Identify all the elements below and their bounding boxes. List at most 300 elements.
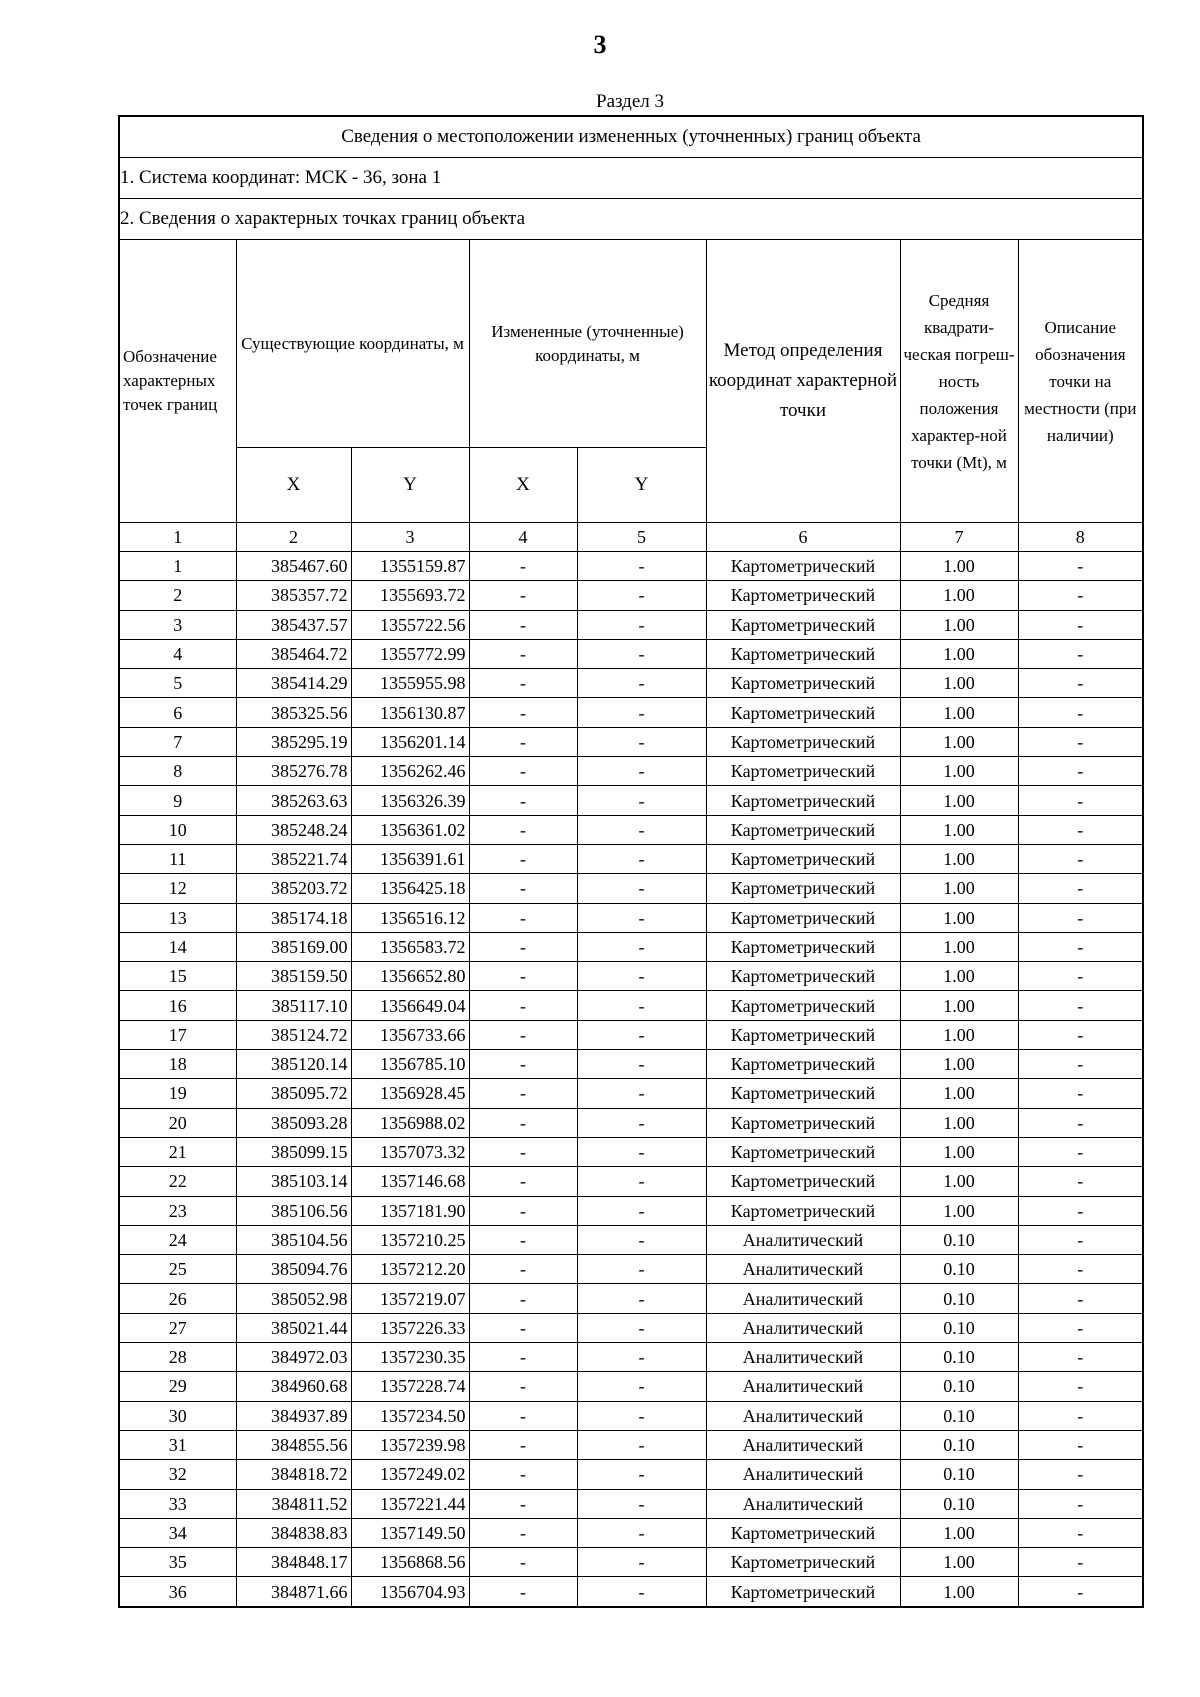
changed-y-cell: - xyxy=(577,962,706,991)
changed-y-cell: - xyxy=(577,1225,706,1254)
method-cell: Картометрический xyxy=(706,1196,900,1225)
method-cell: Аналитический xyxy=(706,1372,900,1401)
existing-y-cell: 1356326.39 xyxy=(351,786,469,815)
table-row xyxy=(119,1050,1143,1079)
point-number-cell: 3 xyxy=(119,610,236,639)
method-cell: Аналитический xyxy=(706,1460,900,1489)
existing-x-cell: 385124.72 xyxy=(236,1020,351,1049)
point-number-cell: 6 xyxy=(119,698,236,727)
existing-x-cell: 385093.28 xyxy=(236,1108,351,1137)
existing-y-cell: 1357234.50 xyxy=(351,1401,469,1430)
description-cell: - xyxy=(1018,1430,1143,1459)
coord-system: 1. Система координат: МСК - 36, зона 1 xyxy=(119,158,1143,199)
header-x-changed: X xyxy=(469,448,577,523)
existing-x-cell: 384960.68 xyxy=(236,1372,351,1401)
existing-x-cell: 385095.72 xyxy=(236,1079,351,1108)
changed-y-cell: - xyxy=(577,903,706,932)
table-body xyxy=(119,552,1143,1607)
table-row xyxy=(119,1343,1143,1372)
point-number-cell: 7 xyxy=(119,727,236,756)
changed-x-cell: - xyxy=(469,1167,577,1196)
error-cell: 1.00 xyxy=(900,903,1018,932)
column-number: 7 xyxy=(900,523,1018,552)
changed-x-cell: - xyxy=(469,552,577,581)
error-cell: 1.00 xyxy=(900,844,1018,873)
existing-y-cell: 1356649.04 xyxy=(351,991,469,1020)
existing-x-cell: 385169.00 xyxy=(236,932,351,961)
method-cell: Картометрический xyxy=(706,844,900,873)
table-row xyxy=(119,1518,1143,1547)
error-cell: 0.10 xyxy=(900,1284,1018,1313)
description-cell: - xyxy=(1018,552,1143,581)
table-row xyxy=(119,669,1143,698)
changed-y-cell: - xyxy=(577,581,706,610)
changed-y-cell: - xyxy=(577,1284,706,1313)
table-title-row xyxy=(119,116,1143,158)
existing-x-cell: 385437.57 xyxy=(236,610,351,639)
method-cell: Картометрический xyxy=(706,1167,900,1196)
existing-y-cell: 1355772.99 xyxy=(351,639,469,668)
point-number-cell: 12 xyxy=(119,874,236,903)
description-cell: - xyxy=(1018,581,1143,610)
error-cell: 0.10 xyxy=(900,1313,1018,1342)
description-cell: - xyxy=(1018,757,1143,786)
point-number-cell: 21 xyxy=(119,1137,236,1166)
table-row xyxy=(119,1079,1143,1108)
existing-y-cell: 1356391.61 xyxy=(351,844,469,873)
existing-y-cell: 1355693.72 xyxy=(351,581,469,610)
changed-y-cell: - xyxy=(577,1460,706,1489)
existing-x-cell: 385021.44 xyxy=(236,1313,351,1342)
method-cell: Аналитический xyxy=(706,1313,900,1342)
existing-x-cell: 385104.56 xyxy=(236,1225,351,1254)
description-cell: - xyxy=(1018,1577,1143,1607)
header-changed-coords: Измененные (уточненные) координаты, м xyxy=(469,240,706,448)
method-cell: Картометрический xyxy=(706,991,900,1020)
table-row xyxy=(119,1137,1143,1166)
existing-x-cell: 384811.52 xyxy=(236,1489,351,1518)
column-number: 3 xyxy=(351,523,469,552)
changed-y-cell: - xyxy=(577,844,706,873)
changed-x-cell: - xyxy=(469,1050,577,1079)
error-cell: 1.00 xyxy=(900,1079,1018,1108)
existing-x-cell: 385464.72 xyxy=(236,639,351,668)
existing-y-cell: 1355955.98 xyxy=(351,669,469,698)
changed-x-cell: - xyxy=(469,1137,577,1166)
existing-x-cell: 384818.72 xyxy=(236,1460,351,1489)
existing-y-cell: 1356130.87 xyxy=(351,698,469,727)
header-error: Средняя квадрати-ческая погреш-ность положения характер-ной точки (Mt), м xyxy=(900,240,1018,523)
column-number: 6 xyxy=(706,523,900,552)
method-cell: Картометрический xyxy=(706,669,900,698)
error-cell: 0.10 xyxy=(900,1343,1018,1372)
points-heading-row xyxy=(119,199,1143,240)
method-cell: Картометрический xyxy=(706,1020,900,1049)
table-row xyxy=(119,757,1143,786)
existing-x-cell: 385117.10 xyxy=(236,991,351,1020)
method-cell: Картометрический xyxy=(706,1108,900,1137)
table-row xyxy=(119,1255,1143,1284)
column-number: 5 xyxy=(577,523,706,552)
point-number-cell: 25 xyxy=(119,1255,236,1284)
point-number-cell: 22 xyxy=(119,1167,236,1196)
points-heading: 2. Сведения о характерных точках границ объекта xyxy=(119,199,1143,240)
method-cell: Картометрический xyxy=(706,1548,900,1577)
method-cell: Аналитический xyxy=(706,1284,900,1313)
method-cell: Картометрический xyxy=(706,610,900,639)
description-cell: - xyxy=(1018,903,1143,932)
point-number-cell: 30 xyxy=(119,1401,236,1430)
table-row xyxy=(119,874,1143,903)
method-cell: Картометрический xyxy=(706,757,900,786)
error-cell: 1.00 xyxy=(900,786,1018,815)
changed-x-cell: - xyxy=(469,757,577,786)
changed-y-cell: - xyxy=(577,1255,706,1284)
changed-x-cell: - xyxy=(469,1548,577,1577)
error-cell: 1.00 xyxy=(900,757,1018,786)
changed-x-cell: - xyxy=(469,1372,577,1401)
table-row xyxy=(119,1548,1143,1577)
description-cell: - xyxy=(1018,1079,1143,1108)
existing-y-cell: 1356425.18 xyxy=(351,874,469,903)
header-y-existing: Y xyxy=(351,448,469,523)
description-cell: - xyxy=(1018,786,1143,815)
existing-y-cell: 1357226.33 xyxy=(351,1313,469,1342)
error-cell: 0.10 xyxy=(900,1489,1018,1518)
table-row xyxy=(119,1460,1143,1489)
description-cell: - xyxy=(1018,932,1143,961)
changed-y-cell: - xyxy=(577,757,706,786)
error-cell: 0.10 xyxy=(900,1225,1018,1254)
error-cell: 0.10 xyxy=(900,1401,1018,1430)
existing-x-cell: 385103.14 xyxy=(236,1167,351,1196)
table-row xyxy=(119,610,1143,639)
description-cell: - xyxy=(1018,639,1143,668)
existing-y-cell: 1356928.45 xyxy=(351,1079,469,1108)
point-number-cell: 16 xyxy=(119,991,236,1020)
description-cell: - xyxy=(1018,815,1143,844)
method-cell: Картометрический xyxy=(706,698,900,727)
point-number-cell: 11 xyxy=(119,844,236,873)
error-cell: 1.00 xyxy=(900,552,1018,581)
method-cell: Картометрический xyxy=(706,639,900,668)
changed-y-cell: - xyxy=(577,874,706,903)
changed-x-cell: - xyxy=(469,962,577,991)
changed-y-cell: - xyxy=(577,1518,706,1547)
method-cell: Аналитический xyxy=(706,1401,900,1430)
changed-y-cell: - xyxy=(577,1196,706,1225)
method-cell: Аналитический xyxy=(706,1489,900,1518)
existing-x-cell: 385221.74 xyxy=(236,844,351,873)
error-cell: 1.00 xyxy=(900,874,1018,903)
point-number-cell: 29 xyxy=(119,1372,236,1401)
existing-x-cell: 385414.29 xyxy=(236,669,351,698)
existing-x-cell: 385094.76 xyxy=(236,1255,351,1284)
table-row xyxy=(119,903,1143,932)
error-cell: 1.00 xyxy=(900,1108,1018,1137)
table-row xyxy=(119,1489,1143,1518)
existing-x-cell: 384871.66 xyxy=(236,1577,351,1607)
changed-y-cell: - xyxy=(577,1108,706,1137)
description-cell: - xyxy=(1018,1196,1143,1225)
method-cell: Картометрический xyxy=(706,815,900,844)
existing-x-cell: 385263.63 xyxy=(236,786,351,815)
error-cell: 0.10 xyxy=(900,1460,1018,1489)
method-cell: Картометрический xyxy=(706,903,900,932)
point-number-cell: 14 xyxy=(119,932,236,961)
point-number-cell: 9 xyxy=(119,786,236,815)
error-cell: 1.00 xyxy=(900,1137,1018,1166)
column-number: 2 xyxy=(236,523,351,552)
error-cell: 1.00 xyxy=(900,1050,1018,1079)
existing-y-cell: 1356516.12 xyxy=(351,903,469,932)
changed-y-cell: - xyxy=(577,698,706,727)
existing-y-cell: 1357239.98 xyxy=(351,1430,469,1459)
description-cell: - xyxy=(1018,991,1143,1020)
existing-y-cell: 1356988.02 xyxy=(351,1108,469,1137)
existing-x-cell: 384855.56 xyxy=(236,1430,351,1459)
changed-y-cell: - xyxy=(577,1137,706,1166)
description-cell: - xyxy=(1018,1401,1143,1430)
error-cell: 1.00 xyxy=(900,991,1018,1020)
existing-y-cell: 1356652.80 xyxy=(351,962,469,991)
table-row xyxy=(119,1196,1143,1225)
description-cell: - xyxy=(1018,844,1143,873)
header-point-designation: Обозначение характерных точек границ xyxy=(119,240,236,523)
table-row xyxy=(119,1372,1143,1401)
point-number-cell: 23 xyxy=(119,1196,236,1225)
changed-x-cell: - xyxy=(469,1430,577,1459)
changed-x-cell: - xyxy=(469,1343,577,1372)
description-cell: - xyxy=(1018,1020,1143,1049)
existing-y-cell: 1356868.56 xyxy=(351,1548,469,1577)
existing-y-cell: 1356704.93 xyxy=(351,1577,469,1607)
point-number-cell: 2 xyxy=(119,581,236,610)
changed-x-cell: - xyxy=(469,1489,577,1518)
existing-y-cell: 1356785.10 xyxy=(351,1050,469,1079)
method-cell: Картометрический xyxy=(706,1050,900,1079)
existing-y-cell: 1356583.72 xyxy=(351,932,469,961)
changed-y-cell: - xyxy=(577,1430,706,1459)
error-cell: 1.00 xyxy=(900,1196,1018,1225)
table-row xyxy=(119,727,1143,756)
existing-y-cell: 1357146.68 xyxy=(351,1167,469,1196)
point-number-cell: 5 xyxy=(119,669,236,698)
description-cell: - xyxy=(1018,698,1143,727)
existing-y-cell: 1355722.56 xyxy=(351,610,469,639)
description-cell: - xyxy=(1018,669,1143,698)
changed-x-cell: - xyxy=(469,1020,577,1049)
existing-y-cell: 1357210.25 xyxy=(351,1225,469,1254)
table-row xyxy=(119,962,1143,991)
point-number-cell: 1 xyxy=(119,552,236,581)
point-number-cell: 20 xyxy=(119,1108,236,1137)
table-row xyxy=(119,1401,1143,1430)
changed-y-cell: - xyxy=(577,1372,706,1401)
coord-system-row xyxy=(119,158,1143,199)
error-cell: 1.00 xyxy=(900,610,1018,639)
existing-y-cell: 1356262.46 xyxy=(351,757,469,786)
section-label: Раздел 3 xyxy=(596,91,664,112)
changed-y-cell: - xyxy=(577,727,706,756)
column-number: 8 xyxy=(1018,523,1143,552)
error-cell: 1.00 xyxy=(900,962,1018,991)
changed-x-cell: - xyxy=(469,1577,577,1607)
table-row xyxy=(119,1167,1143,1196)
point-number-cell: 28 xyxy=(119,1343,236,1372)
existing-x-cell: 384937.89 xyxy=(236,1401,351,1430)
existing-y-cell: 1356361.02 xyxy=(351,815,469,844)
point-number-cell: 35 xyxy=(119,1548,236,1577)
description-cell: - xyxy=(1018,1489,1143,1518)
description-cell: - xyxy=(1018,727,1143,756)
changed-x-cell: - xyxy=(469,639,577,668)
changed-y-cell: - xyxy=(577,1167,706,1196)
changed-x-cell: - xyxy=(469,1196,577,1225)
table-row xyxy=(119,698,1143,727)
changed-x-cell: - xyxy=(469,1255,577,1284)
description-cell: - xyxy=(1018,1284,1143,1313)
error-cell: 0.10 xyxy=(900,1430,1018,1459)
existing-x-cell: 385467.60 xyxy=(236,552,351,581)
table-row xyxy=(119,1313,1143,1342)
error-cell: 1.00 xyxy=(900,669,1018,698)
description-cell: - xyxy=(1018,1050,1143,1079)
table-row xyxy=(119,786,1143,815)
existing-x-cell: 384848.17 xyxy=(236,1548,351,1577)
page-number: 3 xyxy=(593,30,607,59)
table-row xyxy=(119,815,1143,844)
existing-y-cell: 1356201.14 xyxy=(351,727,469,756)
changed-x-cell: - xyxy=(469,1225,577,1254)
table-row xyxy=(119,1225,1143,1254)
method-cell: Картометрический xyxy=(706,727,900,756)
changed-x-cell: - xyxy=(469,1079,577,1108)
changed-x-cell: - xyxy=(469,1401,577,1430)
existing-y-cell: 1357219.07 xyxy=(351,1284,469,1313)
description-cell: - xyxy=(1018,1167,1143,1196)
table-row xyxy=(119,991,1143,1020)
point-number-cell: 27 xyxy=(119,1313,236,1342)
changed-y-cell: - xyxy=(577,1548,706,1577)
changed-x-cell: - xyxy=(469,698,577,727)
point-number-cell: 18 xyxy=(119,1050,236,1079)
existing-x-cell: 385295.19 xyxy=(236,727,351,756)
existing-y-cell: 1357221.44 xyxy=(351,1489,469,1518)
existing-x-cell: 385120.14 xyxy=(236,1050,351,1079)
description-cell: - xyxy=(1018,1460,1143,1489)
changed-y-cell: - xyxy=(577,610,706,639)
table-row xyxy=(119,639,1143,668)
method-cell: Картометрический xyxy=(706,932,900,961)
changed-x-cell: - xyxy=(469,786,577,815)
description-cell: - xyxy=(1018,1518,1143,1547)
description-cell: - xyxy=(1018,1137,1143,1166)
method-cell: Аналитический xyxy=(706,1343,900,1372)
description-cell: - xyxy=(1018,1108,1143,1137)
method-cell: Картометрический xyxy=(706,786,900,815)
changed-x-cell: - xyxy=(469,727,577,756)
changed-x-cell: - xyxy=(469,669,577,698)
method-cell: Аналитический xyxy=(706,1430,900,1459)
header-method: Метод определения координат характерной точки xyxy=(706,240,900,523)
existing-x-cell: 385248.24 xyxy=(236,815,351,844)
description-cell: - xyxy=(1018,1255,1143,1284)
error-cell: 1.00 xyxy=(900,815,1018,844)
changed-y-cell: - xyxy=(577,1489,706,1518)
existing-y-cell: 1355159.87 xyxy=(351,552,469,581)
table-row xyxy=(119,581,1143,610)
description-cell: - xyxy=(1018,1343,1143,1372)
changed-x-cell: - xyxy=(469,1284,577,1313)
header-x-existing: X xyxy=(236,448,351,523)
error-cell: 1.00 xyxy=(900,581,1018,610)
method-cell: Картометрический xyxy=(706,581,900,610)
method-cell: Аналитический xyxy=(706,1255,900,1284)
point-number-cell: 10 xyxy=(119,815,236,844)
table-row xyxy=(119,552,1143,581)
point-number-cell: 15 xyxy=(119,962,236,991)
changed-x-cell: - xyxy=(469,991,577,1020)
existing-x-cell: 385276.78 xyxy=(236,757,351,786)
changed-y-cell: - xyxy=(577,1020,706,1049)
header-row xyxy=(119,240,1143,448)
existing-y-cell: 1357228.74 xyxy=(351,1372,469,1401)
changed-y-cell: - xyxy=(577,932,706,961)
point-number-cell: 34 xyxy=(119,1518,236,1547)
column-number: 1 xyxy=(119,523,236,552)
coordinates-table xyxy=(118,115,1144,1608)
changed-y-cell: - xyxy=(577,1050,706,1079)
method-cell: Картометрический xyxy=(706,1137,900,1166)
method-cell: Картометрический xyxy=(706,874,900,903)
description-cell: - xyxy=(1018,1372,1143,1401)
existing-y-cell: 1357212.20 xyxy=(351,1255,469,1284)
existing-y-cell: 1357073.32 xyxy=(351,1137,469,1166)
changed-x-cell: - xyxy=(469,610,577,639)
point-number-cell: 26 xyxy=(119,1284,236,1313)
changed-x-cell: - xyxy=(469,1460,577,1489)
existing-x-cell: 385325.56 xyxy=(236,698,351,727)
changed-y-cell: - xyxy=(577,639,706,668)
error-cell: 1.00 xyxy=(900,1020,1018,1049)
point-number-cell: 17 xyxy=(119,1020,236,1049)
error-cell: 1.00 xyxy=(900,932,1018,961)
changed-y-cell: - xyxy=(577,991,706,1020)
error-cell: 0.10 xyxy=(900,1372,1018,1401)
table-row xyxy=(119,932,1143,961)
changed-x-cell: - xyxy=(469,932,577,961)
changed-y-cell: - xyxy=(577,1079,706,1108)
error-cell: 1.00 xyxy=(900,727,1018,756)
description-cell: - xyxy=(1018,874,1143,903)
method-cell: Картометрический xyxy=(706,962,900,991)
changed-y-cell: - xyxy=(577,1401,706,1430)
point-number-cell: 32 xyxy=(119,1460,236,1489)
existing-x-cell: 385052.98 xyxy=(236,1284,351,1313)
error-cell: 0.10 xyxy=(900,1255,1018,1284)
changed-y-cell: - xyxy=(577,1313,706,1342)
point-number-cell: 36 xyxy=(119,1577,236,1607)
column-numbers-row xyxy=(119,523,1143,552)
existing-y-cell: 1357230.35 xyxy=(351,1343,469,1372)
changed-x-cell: - xyxy=(469,815,577,844)
point-number-cell: 24 xyxy=(119,1225,236,1254)
existing-x-cell: 384838.83 xyxy=(236,1518,351,1547)
existing-x-cell: 384972.03 xyxy=(236,1343,351,1372)
changed-x-cell: - xyxy=(469,1518,577,1547)
changed-x-cell: - xyxy=(469,844,577,873)
